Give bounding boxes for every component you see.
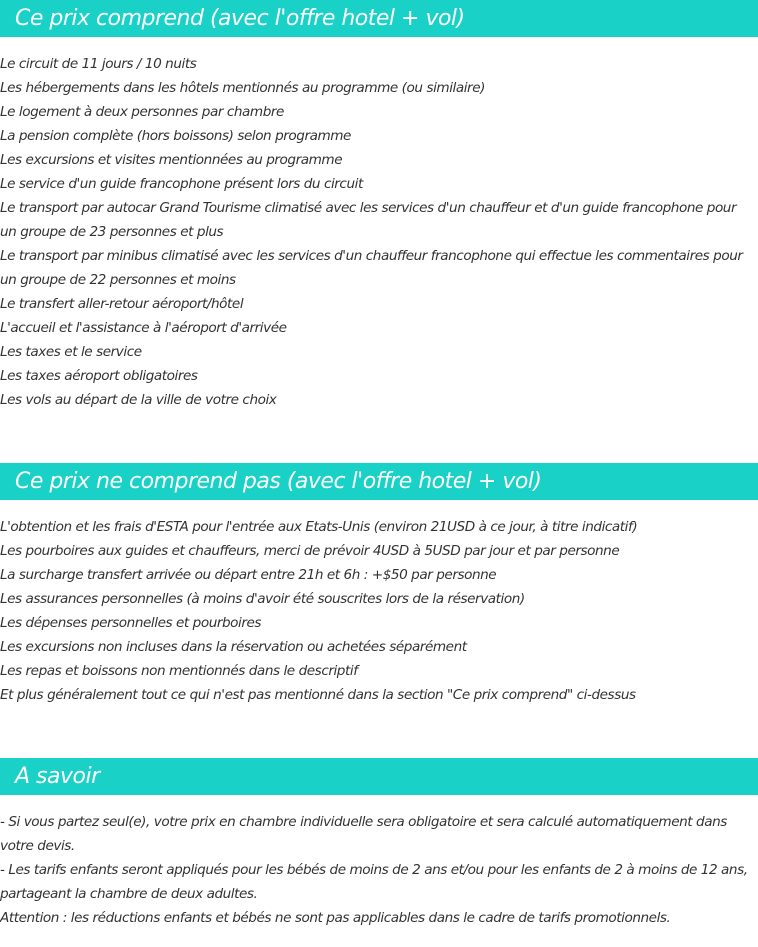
list-item: Et plus généralement tout ce qui n'est pas mentionné dans la section "Ce prix comprend" ci-dessus xyxy=(0,687,636,703)
included-list xyxy=(0,52,754,412)
list-item: Les pourboires aux guides et chauffeurs, merci de prévoir 4USD à 5USD par jour et par personne xyxy=(0,543,620,559)
list-item: - Si vous partez seul(e), votre prix en chambre individuelle sera obligatoire et sera calculé automatiquement dans votre devis. xyxy=(0,814,727,854)
not-included-list xyxy=(0,515,754,707)
list-item: Les excursions et visites mentionnées au programme xyxy=(0,152,343,168)
list-item: - Les tarifs enfants seront appliqués pour les bébés de moins de 2 ans et/ou pour les enfants de 2 à moins de 12 ans, partageant la chambre de deux adultes. xyxy=(0,862,748,902)
section-title-good-to-know: A savoir xyxy=(0,758,758,795)
list-item: La surcharge transfert arrivée ou départ entre 21h et 6h : +$50 par personne xyxy=(0,567,497,583)
list-item: Les repas et boissons non mentionnés dans le descriptif xyxy=(0,663,358,679)
list-item: Les taxes et le service xyxy=(0,344,142,360)
section-title-not-included: Ce prix ne comprend pas (avec l'offre hotel + vol) xyxy=(0,463,758,500)
list-item: Les excursions non incluses dans la réservation ou achetées séparément xyxy=(0,639,467,655)
list-item: Le service d'un guide francophone présent lors du circuit xyxy=(0,176,363,192)
list-item: Attention : les réductions enfants et bébés ne sont pas applicables dans le cadre de tarifs promotionnels. xyxy=(0,910,671,926)
list-item: Les taxes aéroport obligatoires xyxy=(0,368,198,384)
list-item: Le circuit de 11 jours / 10 nuits xyxy=(0,56,197,72)
list-item: Le transport par autocar Grand Tourisme climatisé avec les services d'un chauffeur et d'un guide francophone pour un groupe de 23 personnes et plus xyxy=(0,200,737,240)
list-item: Les dépenses personnelles et pourboires xyxy=(0,615,262,631)
good-to-know-list xyxy=(0,810,754,930)
list-item: Les hébergements dans les hôtels mentionnés au programme (ou similaire) xyxy=(0,80,485,96)
list-item: La pension complète (hors boissons) selon programme xyxy=(0,128,351,144)
list-item: Le logement à deux personnes par chambre xyxy=(0,104,284,120)
list-item: Le transport par minibus climatisé avec les services d'un chauffeur francophone qui effectue les commentaires pour un groupe de 22 personnes et moins xyxy=(0,248,743,288)
list-item: Les vols au départ de la ville de votre choix xyxy=(0,392,277,408)
section-title-included: Ce prix comprend (avec l'offre hotel + vol) xyxy=(0,0,758,37)
list-item: L'obtention et les frais d'ESTA pour l'entrée aux Etats-Unis (environ 21USD à ce jour, à titre indicatif) xyxy=(0,519,638,535)
list-item: Le transfert aller-retour aéroport/hôtel xyxy=(0,296,244,312)
list-item: L'accueil et l'assistance à l'aéroport d'arrivée xyxy=(0,320,287,336)
list-item: Les assurances personnelles (à moins d'avoir été souscrites lors de la réservation) xyxy=(0,591,525,607)
